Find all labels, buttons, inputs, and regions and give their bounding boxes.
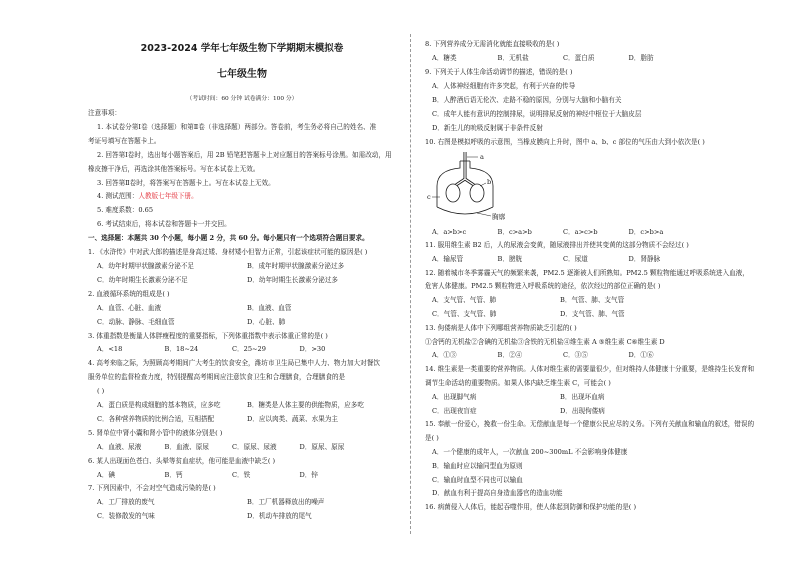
q9-option-c: C．成年人能有意识的控制排尿，说明排尿反射的神经中枢位于大脑皮层: [432, 110, 642, 118]
rubber-membrane: [437, 207, 493, 214]
q6-option-a: A．碘: [97, 470, 115, 479]
q13-option-a: A．①③: [432, 351, 457, 360]
q10-options: [425, 225, 717, 239]
q8-option-a: A．糖类: [432, 54, 457, 62]
q11-option-c: C．尿道: [563, 254, 588, 263]
q6-stem: 6. 某人出现面色苍白、头晕等贫血症状，他可能是血液中缺乏( ): [88, 456, 276, 465]
q6-options: [88, 469, 400, 483]
q14-options-row-2: [425, 405, 717, 419]
label-a: a: [480, 153, 484, 161]
q14-stem-line-2: 调节生命活动的重要物质。如果人体内缺乏维生素 C，可能会( ): [425, 378, 611, 387]
q10-option-b: B．c>a>b: [497, 228, 532, 236]
note-1-line-1: 1. 本试卷分第Ⅰ卷（选择题）和第Ⅱ卷（非选择题）两部分。答卷前，考生务必将自己的姓名、准: [97, 122, 377, 131]
q7-option-a: A．工厂排放的废气: [97, 498, 155, 507]
q3-stem: 3. 体重指数是衡量人体胖瘦程度的重要指标，下列体重指数中表示体重正常的是( ): [88, 331, 328, 340]
q4-stem-line-2: 服务单位的监督检查力度，特别提醒高考期间应注意饮食卫生和合理膳食，合理膳食的是: [88, 373, 346, 382]
q14-stem-line-1: 14. 维生素是一类重要的营养物质。人体对维生素的需要量很少，但对维持人体健康十分重要，是维持生长发育和: [425, 365, 755, 374]
q2-options-row-2: [88, 316, 400, 330]
q8-stem: 8. 下列营养成分无需消化就能直接吸收的是( ): [425, 40, 560, 48]
q4-option-c: C．各种营养物质的比例合适，互相搭配: [97, 414, 215, 423]
left-lung: [446, 184, 460, 202]
left-column: [88, 0, 400, 562]
exam-subject: 七年级生物: [217, 69, 267, 80]
q7-stem: 7. 下列因素中，不会对空气造成污染的是( ): [88, 484, 216, 493]
q2-option-a: A．血管、心脏、血液: [97, 303, 162, 312]
q2-options-row-1: [88, 302, 400, 316]
q14-option-d: D．出现佝偻病: [560, 406, 605, 415]
q11-options: [425, 253, 717, 267]
q1-options-row-2: [88, 274, 400, 288]
q12-options-row-1: [425, 294, 717, 308]
q4-stem-line-1: 4. 高考来临之际，为照顾高考期间广大考生的饮食安全，潍坊市卫生局已集中人力、物力加大对餐饮: [88, 359, 380, 368]
q1-options-row-1: [88, 260, 400, 274]
q14-option-b: B．出现坏血病: [560, 392, 605, 401]
note-6: 6. 考试结束后，将本试卷和答题卡一并交回。: [97, 220, 231, 229]
q16-stem: 16. 病菌侵入人体后，能起吞噬作用，使人体起到防御和保护功能的是( ): [425, 503, 637, 512]
q2-option-d: D．心脏、肺: [247, 317, 286, 326]
q15-option-d: D．献血有利于提高自身造血器官的造血功能: [432, 489, 563, 498]
q8-option-d: D．脂肪: [628, 54, 654, 62]
q12-option-d: D．支气管、肺、气管: [560, 309, 625, 318]
note-4-scope: 人教版七年级下册。: [138, 192, 198, 201]
q8-option-c: C．蛋白质: [563, 54, 595, 62]
q5-option-b: B．血液、原尿: [164, 442, 209, 451]
section-heading: 一、选择题：本题共 30 个小题，每小题 2 分，共 60 分。每小题只有一个选项符合题目要求。: [88, 234, 369, 243]
q10-option-c: C．a>c>b: [563, 228, 598, 236]
q12-options-row-2: [425, 308, 717, 322]
q4-options-row-1: [88, 399, 400, 413]
q2-option-c: C．动脉、静脉、毛细血管: [97, 317, 175, 326]
q7-options-row-2: [88, 510, 400, 524]
q7-options-row-1: [88, 496, 400, 510]
q4-stem-line-3: ( ): [97, 387, 105, 396]
label-b-leader: [480, 183, 486, 186]
right-lung: [470, 184, 484, 202]
q10-stem: 10. 右图是模拟呼吸的示意图，当橡皮膜向上升时，图中 a、b、c 部位的气压由大到小依次是( ): [425, 138, 705, 146]
q5-option-d: D．原尿、原尿: [299, 442, 345, 451]
q8-options: [425, 51, 717, 65]
q4-option-a: A．蛋白质是构成细胞的基本物质，应多吃: [97, 401, 221, 410]
q5-stem: 5. 肾单位中肾小囊和肾小管中的液体分别是( ): [88, 428, 223, 437]
q6-option-c: C．铁: [232, 470, 251, 479]
note-4-label: 4. 测试范围：: [97, 192, 139, 201]
q7-option-b: B．工厂机器释放出的噪声: [247, 498, 325, 507]
q7-option-d: D．机动车排放的尾气: [247, 512, 312, 521]
q12-stem-line-1: 12. 随着城市冬季雾霾天气的频繁来袭，PM2.5 逐渐被人们所熟知。PM2.5 颗粒物能通过呼吸系统进入血液，: [425, 268, 749, 277]
notes-heading: 注意事项：: [88, 109, 121, 117]
q7-option-c: C．装修散发的气味: [97, 512, 155, 521]
q13-options: [425, 349, 717, 363]
q15-option-b: B．输血时应以输同型血为原则: [432, 461, 523, 470]
q5-option-c: C．原尿、尿液: [232, 442, 277, 451]
q1-option-b: B．成年时期甲状腺激素分泌过多: [247, 261, 345, 270]
q14-options-row-1: [425, 391, 717, 405]
q13-stem-line-1: 13. 佝偻病是人体中下列哪组营养物质缺乏引起的( ): [425, 323, 577, 332]
q3-options: [88, 343, 400, 357]
exam-info: （考试时间：60 分钟 试卷满分：100 分）: [186, 96, 298, 102]
right-content: [425, 37, 755, 515]
q11-option-b: B．膀胱: [497, 254, 523, 263]
q13-option-b: B．②④: [497, 351, 523, 360]
note-2-line-1: 2. 回答第Ⅰ卷时，选出每小题答案后，用 2B 铅笔把答题卡上对应题目的答案标号涂黑。如需改动，用: [97, 150, 392, 159]
q15-stem-line-2: 是( ): [425, 434, 439, 443]
right-content-lower: [425, 239, 755, 515]
q15-option-a: A．一个健康的成年人，一次献血 200~300mL 不会影响身体健康: [432, 447, 628, 456]
q1-option-c: C．幼年时期生长激素分泌不足: [97, 275, 188, 284]
q12-option-a: A．支气管、气管、肺: [432, 296, 497, 305]
label-c: c: [427, 193, 431, 201]
q9-option-a: A．人体神经细胞有许多突起，有利于兴奋的传导: [432, 82, 576, 90]
q4-option-b: B．糖类是人体主要的供能物质，应多吃: [247, 401, 364, 410]
q10-option-a: A．a>b>c: [432, 228, 467, 236]
q15-stem-line-1: 15. 奉献一份爱心，挽救一份生命。无偿献血是每一个健康公民应尽的义务。下列有关献血和输血的叙述，错误的: [425, 420, 755, 429]
q3-option-c: C．25~29: [232, 345, 266, 354]
q3-option-b: B．18~24: [164, 345, 199, 354]
q13-option-c: C．③⑤: [563, 351, 588, 360]
q1-option-d: D．幼年时期生长激素分泌过多: [247, 275, 339, 284]
q11-option-a: A．输尿管: [432, 254, 464, 263]
breathing-model-figure: [425, 149, 717, 225]
q15-option-c: C．输血时血型不同也可以输血: [432, 475, 523, 484]
q3-option-a: A．<18: [97, 345, 123, 354]
breathing-model-diagram: [427, 149, 527, 225]
q4-options-row-2: [88, 413, 400, 427]
q6-option-d: D．锌: [299, 470, 318, 479]
right-column: [425, 0, 755, 562]
label-membrane-leader: [477, 213, 491, 216]
q9-stem: 9. 下列关于人体生命活动调节的描述，错误的是( ): [425, 68, 573, 76]
q1-option-a: A．幼年时期甲状腺激素分泌不足: [97, 261, 195, 270]
exam-title: 2023-2024 学年七年级生物下学期期末模拟卷: [140, 43, 344, 54]
q12-option-b: B．气管、肺、支气管: [560, 296, 625, 305]
q12-option-c: C．气管、支气管、肺: [432, 309, 497, 318]
left-content: [88, 107, 400, 524]
q9-option-d: D．新生儿的吮吸反射属于非条件反射: [432, 124, 543, 132]
q1-stem: 1. 《水浒传》中对武大郎的描述是身高过矮、身材矮小但智力正常，引起该症状可能的原因是( ): [88, 248, 368, 257]
q9-option-b: B．人醉酒后语无伦次、走路不稳的原因，分别与大脑和小脑有关: [432, 96, 622, 104]
q12-stem-line-2: 危害人体健康。PM2.5 颗粒物进入呼吸系统的途径，依次经过的部位正确的是( ): [425, 282, 661, 291]
label-membrane: 胸廓: [492, 213, 506, 221]
q4-option-d: D．应以肉类、蔬菜、水果为主: [247, 414, 339, 423]
q2-stem: 2. 血液循环系统的组成是( ): [88, 289, 170, 298]
note-5: 5. 难度系数：0.65: [97, 206, 154, 215]
q14-option-c: C．出现夜盲症: [432, 406, 477, 415]
note-4: [88, 190, 400, 204]
q6-option-b: B．钙: [164, 470, 183, 479]
column-divider: [410, 34, 411, 534]
q10-option-d: D．c>b>a: [628, 228, 664, 236]
note-3: 3. 回答第Ⅱ卷时，将答案写在答题卡上。写在本试卷上无效。: [97, 178, 275, 187]
q11-stem: 11. 服用维生素 B2 后，人的尿液会变黄，随尿液排出并使其变黄的这部分物质不会经过( ): [425, 241, 689, 249]
q5-option-a: A．血液、尿液: [97, 442, 142, 451]
q2-option-b: B．血液、血管: [247, 303, 292, 312]
q3-option-d: D．>30: [299, 345, 326, 354]
q5-options: [88, 441, 400, 455]
q8-option-b: B．无机盐: [497, 54, 529, 62]
note-2-line-2: 橡皮擦干净后，再选涂其他答案标号。写在本试卷上无效。: [88, 164, 260, 173]
q13-stem-line-2: ①含钙的无机盐②含碘的无机盐③含铁的无机盐④维生素 A ⑤维生素 C⑥维生素 D: [425, 337, 665, 346]
label-b: b: [487, 178, 492, 186]
q14-option-a: A．出现脚气病: [432, 392, 477, 401]
note-1-line-2: 考证号填写在答题卡上。: [88, 136, 161, 145]
q11-option-d: D．肾静脉: [628, 254, 661, 263]
q13-option-d: D．①⑥: [628, 351, 654, 360]
